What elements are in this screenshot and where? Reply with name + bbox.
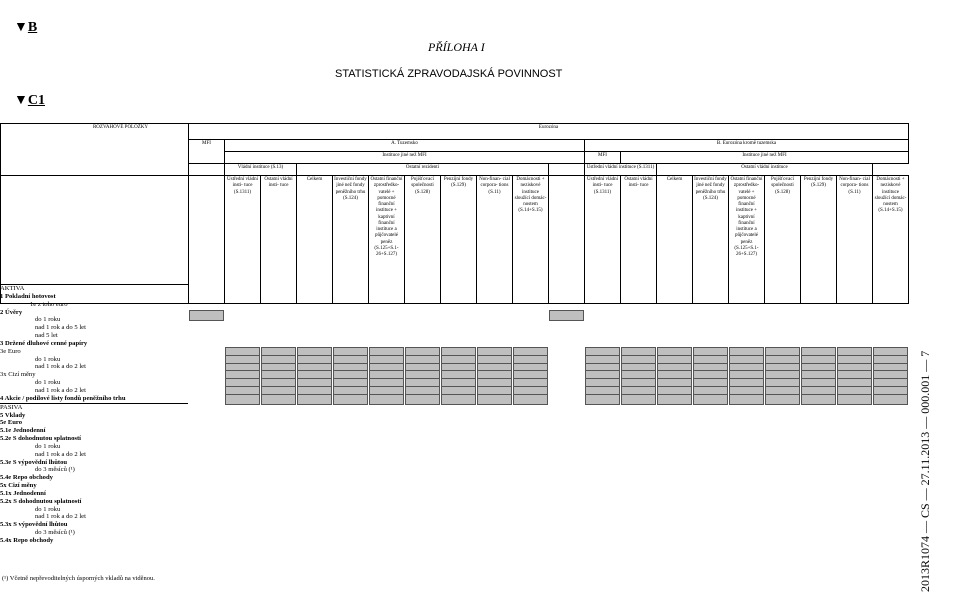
row-label: do 3 měsíců (¹) bbox=[35, 466, 75, 474]
table-corner: ROZVAHOVÉ POLOŽKY bbox=[1, 124, 189, 176]
header-non-mfi-b: Instituce jiné než MFI bbox=[621, 152, 909, 164]
header-mfi: MFI bbox=[189, 140, 225, 164]
col-a-insurance: Pojišťovací společnosti (S.128) bbox=[405, 176, 441, 304]
col-a-households: Domácnosti + neziskové instituce sloužící domác- nostem (S.14+S.15) bbox=[513, 176, 549, 304]
col-b-households: Domácnosti + neziskové instituce sloužící domác- nostem (S.14+S.15) bbox=[873, 176, 909, 304]
shaded-cell bbox=[657, 394, 692, 405]
shaded-cell bbox=[225, 394, 260, 405]
row-label: AKTIVA bbox=[0, 284, 188, 293]
annex-label: PŘÍLOHA I bbox=[428, 40, 485, 54]
row-label: 5.4x Repo obchody bbox=[0, 537, 54, 544]
row-label: do 1 roku bbox=[35, 355, 61, 363]
row-label: 5 Vklady bbox=[0, 411, 26, 419]
header-gov-a: Vládní instituce (S.13) bbox=[225, 164, 297, 176]
shaded-cell bbox=[837, 394, 872, 405]
shaded-cell bbox=[297, 394, 332, 405]
header-other-gov-b: Ostatní vládní instituce bbox=[657, 164, 873, 176]
row-label: nad 1 rok a do 2 let bbox=[35, 513, 86, 521]
row-label: 1 Pokladní hotovost bbox=[0, 292, 56, 300]
col-b-central-gov: Ústřední vládní insti- tuce (S.1311) bbox=[585, 176, 621, 304]
header-residents-a: Ostatní rezidenti bbox=[297, 164, 549, 176]
row-label: 5.2x S dohodnutou splatností bbox=[0, 497, 82, 505]
row-label: do 1 roku bbox=[35, 505, 61, 513]
shaded-cell bbox=[441, 394, 476, 405]
col-b-investment-funds: Investiční fondy jiné než fondy peněžního trhu (S.124) bbox=[693, 176, 729, 304]
col-b-pension: Penzijní fondy (S.129) bbox=[801, 176, 837, 304]
col-b-other-fin: Ostatní finanční zprostředko- vatelé + pomocné finanční instituce + kaptivní finanční instituce a půjčovatelé peněz (S.125+S.1- 26+S.127) bbox=[729, 176, 765, 304]
shaded-cell bbox=[549, 310, 584, 321]
shaded-cell bbox=[477, 394, 512, 405]
row-label: 2 Úvěry bbox=[0, 308, 23, 316]
row-label: 1e z toho euro bbox=[30, 300, 68, 308]
reporting-table bbox=[0, 123, 909, 304]
row-label: 5.2e S dohodnutou splatností bbox=[0, 435, 81, 443]
side-document-label: 2013R1074 — CS — 27.11.2013 — 000.001 — 7 bbox=[918, 350, 932, 592]
col-b-nonfin-corp: Non-finan- cial corpora- tions (S.11) bbox=[837, 176, 873, 304]
col-b-total: Celkem bbox=[657, 176, 693, 304]
page-title: STATISTICKÁ ZPRAVODAJSKÁ POVINNOST bbox=[335, 68, 563, 80]
row-label: 5.3e S výpovědní lhůtou bbox=[0, 458, 68, 466]
col-a-central-gov: Ústřední vládní insti- tuce (S.1311) bbox=[225, 176, 261, 304]
shaded-cell bbox=[513, 394, 548, 405]
row-label: nad 1 rok a do 2 let bbox=[35, 386, 86, 394]
header-non-mfi-a: Instituce jiné než MFI bbox=[225, 152, 585, 164]
row-label: nad 5 let bbox=[35, 332, 58, 340]
shaded-cell bbox=[729, 394, 764, 405]
col-a-other-gov: Ostatní vládní insti- tuce bbox=[261, 176, 297, 304]
shaded-cell bbox=[585, 394, 620, 405]
col-a-total: Celkem bbox=[297, 176, 333, 304]
row-label: do 1 roku bbox=[35, 379, 61, 387]
col-a-nonfin-corp: Non-finan- cial corpora- tions (S.11) bbox=[477, 176, 513, 304]
header-central-gov-b: Ústřední vládní instituce (S.1311) bbox=[585, 164, 657, 176]
row-label: 4 Akcie / podílové listy fondů peněžního trhu bbox=[0, 394, 126, 402]
col-a-pension: Penzijní fondy (S.129) bbox=[441, 176, 477, 304]
row-label: PASIVA bbox=[0, 403, 188, 412]
row-label: 3x Cizí měny bbox=[0, 371, 36, 379]
header-b-eurozone: B. Eurozóna kromě tuzemska bbox=[585, 140, 909, 152]
header-a-domestic: A. Tuzemsko bbox=[225, 140, 585, 152]
row-label: nad 1 rok a do 5 let bbox=[35, 324, 86, 332]
section-c1-label: C1 bbox=[27, 93, 45, 108]
section-b-heading[interactable]: ▼B bbox=[14, 20, 38, 35]
shaded-cell bbox=[369, 394, 404, 405]
shaded-cell bbox=[333, 394, 368, 405]
row-label: 5x Cizí měny bbox=[0, 482, 37, 490]
row-label: 5.4e Repo obchody bbox=[0, 474, 53, 482]
row-label: 5.1e Jednodenní bbox=[0, 427, 46, 435]
row-label: nad 1 rok a do 2 let bbox=[35, 363, 86, 371]
row-label: 3 Držené dluhové cenné papíry bbox=[0, 339, 88, 347]
section-c1-heading[interactable]: ▼C1 bbox=[14, 93, 45, 108]
shaded-cell bbox=[873, 394, 908, 405]
row-label: do 3 měsíců (¹) bbox=[35, 529, 75, 537]
row-label: 5.3x S výpovědní lhůtou bbox=[0, 521, 68, 529]
col-a-other-fin: Ostatní finanční zprostředko- vatelé + pomocné finanční instituce + kaptivní finanční instituce a půjčovatelé peněz (S.125+S.1- 26+S.127) bbox=[369, 176, 405, 304]
shaded-cell bbox=[405, 394, 440, 405]
footnote: (¹) Včetně nepřevoditelných úsporných vkladů na viděnou. bbox=[2, 575, 155, 582]
col-b-other-gov: Ostatní vládní insti- tuce bbox=[621, 176, 657, 304]
shaded-cell bbox=[801, 394, 836, 405]
col-a-investment-funds: Investiční fondy jiné než fondy peněžního trhu (S.124) bbox=[333, 176, 369, 304]
row-label: 5.1x Jednodenní bbox=[0, 489, 46, 497]
header-eurozone: Eurozóna bbox=[189, 124, 909, 140]
shaded-cell bbox=[189, 310, 224, 321]
col-b-insurance: Pojišťovací společnosti (S.128) bbox=[765, 176, 801, 304]
shaded-cell bbox=[621, 394, 656, 405]
section-b-label: B bbox=[27, 20, 38, 35]
row-label: do 1 roku bbox=[35, 442, 61, 450]
shaded-cell bbox=[765, 394, 800, 405]
row-labels bbox=[0, 284, 188, 545]
shaded-cell bbox=[693, 394, 728, 405]
shaded-cell bbox=[261, 394, 296, 405]
row-label: nad 1 rok a do 2 let bbox=[35, 450, 86, 458]
row-label: do 1 roku bbox=[35, 316, 61, 324]
row-label: 5e Euro bbox=[0, 419, 23, 427]
header-mfi-b: MFI bbox=[585, 152, 621, 164]
row-label: 3e Euro bbox=[0, 347, 21, 355]
